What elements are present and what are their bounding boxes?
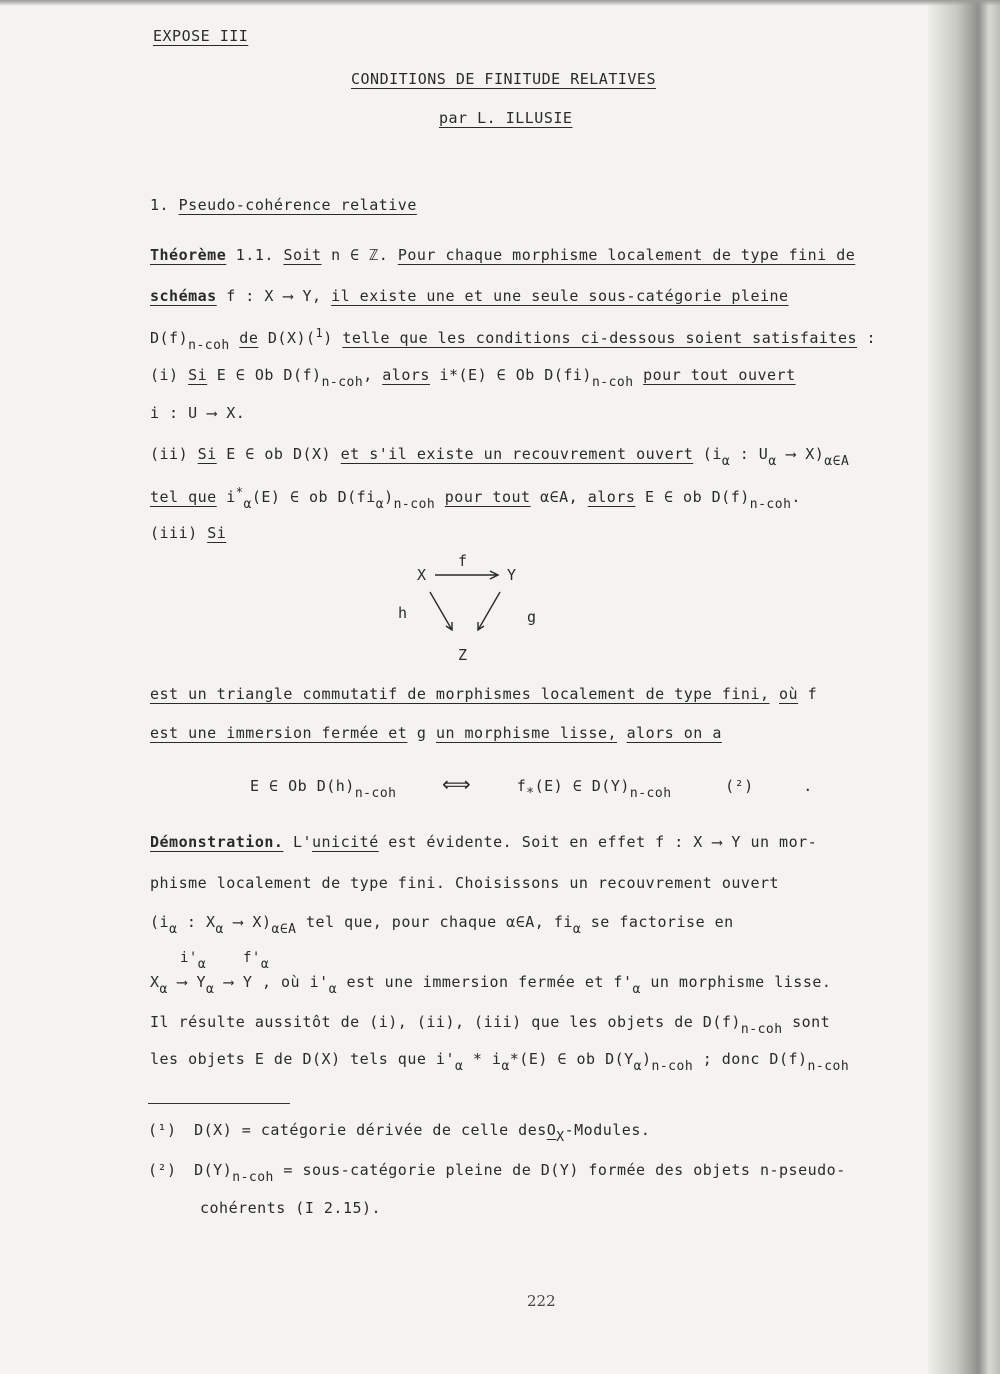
cond-ii2-sub: α xyxy=(243,497,252,512)
demo-l3-e: se factorise en xyxy=(581,913,734,931)
demo-l3-a: (i xyxy=(150,913,170,931)
cond-ii2-sub4: n-coh xyxy=(749,497,792,512)
formula-sub2: n-coh xyxy=(629,786,672,801)
demo-l4-top-f-sub: α xyxy=(260,957,270,972)
cond-i-sub2: n-coh xyxy=(591,375,634,390)
cond-ii2-d: α∈A, xyxy=(540,488,579,506)
section-number: 1. xyxy=(150,196,170,214)
demo-l6-e: ; donc D(f) xyxy=(693,1050,808,1068)
footnote-2-cont: cohérents (I 2.15). xyxy=(200,1199,382,1217)
paren-close: ) xyxy=(323,329,333,347)
theorem-line-1 xyxy=(150,246,855,264)
diagram-arrow-g xyxy=(478,592,500,630)
demo-l4-e: un morphisme lisse. xyxy=(640,973,832,991)
demo-l4-sub3: α xyxy=(328,982,338,997)
theorem-number: 1.1. xyxy=(235,246,274,264)
footnote-2-b: = sous-catégorie pleine de D(Y) formée des objets n-pseudo- xyxy=(273,1161,846,1179)
footnote-1 xyxy=(148,1121,650,1145)
demo-l4-a: X xyxy=(150,973,160,991)
footnote-2-a: D(Y) xyxy=(194,1161,233,1179)
footnote-ref-1: 1 xyxy=(315,326,324,340)
footnote-2 xyxy=(148,1161,846,1185)
demo-l6-a: les objets E de D(X) tels que i' xyxy=(150,1050,455,1068)
cond-ii2-dot: . xyxy=(791,488,801,506)
theorem-l3-rest: telle que les conditions ci-dessous soient satisfaites xyxy=(342,329,858,347)
theorem-label: Théorème xyxy=(150,246,227,264)
theorem-n: n ∈ ℤ. xyxy=(331,246,389,264)
demonstration-line-5 xyxy=(150,1013,830,1037)
demo-l5-b: sont xyxy=(782,1013,831,1031)
demo-l6-sub5: n-coh xyxy=(807,1059,850,1074)
demo-l6-sub1: α xyxy=(454,1059,464,1074)
footnote-2-mark: (²) xyxy=(148,1161,177,1179)
demo-l4-sub1: α xyxy=(159,982,168,997)
demo-l3-c: ⟶ X) xyxy=(223,913,272,931)
diagram-label-g: g xyxy=(527,608,537,626)
page-edge-shadow xyxy=(928,0,1000,1374)
formula-star: * xyxy=(526,786,535,801)
cond-i-alors: alors xyxy=(382,366,430,384)
triangle-l2-g: g xyxy=(416,724,427,742)
theorem-f: f : X ⟶ Y, xyxy=(226,287,322,305)
triangle-l2-a: est une immersion fermée et xyxy=(150,724,408,742)
cond-ii-a: E ∈ ob D(X) xyxy=(226,445,332,463)
cond-ii-sub-c: α∈A xyxy=(824,454,850,469)
demo-l4-c: Y , où i' xyxy=(242,973,329,991)
diagram-node-z: Z xyxy=(458,646,468,664)
cond-ii-b: et s'il existe un recouvrement ouvert xyxy=(340,445,694,463)
footnote-1-a: D(X) = catégorie dérivée de celle des xyxy=(194,1121,547,1139)
footnote-1-b: -Modules. xyxy=(564,1121,651,1139)
page-title: CONDITIONS DE FINITUDE RELATIVES xyxy=(351,70,656,88)
cond-ii2-sup: * xyxy=(235,485,244,499)
condition-ii-cont xyxy=(150,485,801,512)
footnote-1-mark: (¹) xyxy=(148,1121,177,1139)
theorem-line-3 xyxy=(150,326,876,353)
demonstration-line-2: phisme localement de type fini. Choisissons un recouvrement ouvert xyxy=(150,874,780,892)
cond-i-label: (i) xyxy=(150,366,179,384)
demo-l4-top-f: f' xyxy=(243,950,261,966)
theorem-l1-rest: Pour chaque morphisme localement de type fini de xyxy=(397,246,856,264)
triangle-line-2 xyxy=(150,724,722,742)
demonstration-line-4 xyxy=(150,973,831,997)
condition-i-cont: i : U ⟶ X. xyxy=(150,404,246,422)
triangle-l1-f: f xyxy=(807,685,818,703)
demo-l4-top-i: i' xyxy=(180,950,198,966)
theorem-schemas: schémas xyxy=(150,287,217,305)
section-title: Pseudo-cohérence relative xyxy=(178,196,417,214)
triangle-l1-a: est un triangle commutatif de morphismes localement de type fini, xyxy=(150,685,770,703)
cond-i-pour: pour tout ouvert xyxy=(643,366,796,384)
demo-l4-sub2: α xyxy=(205,982,215,997)
ncoh-sub: n-coh xyxy=(188,338,230,353)
condition-i xyxy=(150,366,796,390)
page-number: 222 xyxy=(527,1292,556,1310)
expose-label: EXPOSE III xyxy=(153,27,249,45)
theorem-l2-rest: il existe une et une seule sous-catégorie pleine xyxy=(331,287,789,305)
cond-ii2-pour: pour tout xyxy=(444,488,531,506)
triangle-line-1 xyxy=(150,685,817,703)
top-edge-shadow xyxy=(0,0,1000,6)
footnote-divider xyxy=(148,1103,290,1104)
demonstration-line-6 xyxy=(150,1050,849,1074)
demonstration-line-3 xyxy=(150,913,734,937)
equivalence-arrow: ⟺ xyxy=(442,772,472,796)
demo-l4-label-f xyxy=(243,950,269,972)
demo-unicite: unicité xyxy=(312,833,379,851)
demo-l6-c: *(E) ∈ ob D(Y xyxy=(509,1050,634,1068)
demo-l1-a: L' xyxy=(292,833,313,851)
diagram-node-y: Y xyxy=(507,566,517,584)
cond-ii-sub-b: α xyxy=(768,454,777,469)
demo-l4-sub4: α xyxy=(632,982,641,997)
dx-symbol: D(X)( xyxy=(267,329,316,347)
formula-sub1: n-coh xyxy=(354,786,397,801)
demo-l5-a: Il résulte aussitôt de (i), (ii), (iii) que les objets de D(f) xyxy=(150,1013,741,1031)
demo-l6-d: ) xyxy=(642,1050,652,1068)
cond-ii2-alors: alors xyxy=(587,488,636,506)
cond-iii-si: Si xyxy=(207,524,227,542)
demo-l4-d: est une immersion fermée et f' xyxy=(337,973,633,991)
demo-l4-top-i-sub: α xyxy=(197,957,207,972)
demo-l4-arrow1: ⟶ xyxy=(177,973,187,991)
demo-l4-label-i xyxy=(180,950,206,972)
colon: : xyxy=(866,329,877,347)
triangle-l2-c: un morphisme lisse, xyxy=(435,724,618,742)
diagram-node-x: X xyxy=(417,566,427,584)
formula-lhs: E ∈ Ob D(h) xyxy=(250,777,355,795)
condition-iii xyxy=(150,524,226,542)
cond-ii2-a: i xyxy=(226,488,236,506)
demo-l5-sub: n-coh xyxy=(740,1022,783,1037)
demo-l6-sub3: α xyxy=(633,1059,642,1074)
cond-ii-label: (ii) xyxy=(150,445,189,463)
theorem-soit: Soit xyxy=(283,246,322,264)
formula-footnote-ref: (²) xyxy=(725,777,754,795)
demonstration-line-1 xyxy=(150,833,817,851)
demo-l3-sub1: α xyxy=(169,922,178,937)
demo-l6-b: i xyxy=(491,1050,502,1068)
footnote-1-sub: X xyxy=(556,1130,565,1145)
cond-i-a: E ∈ Ob D(f) xyxy=(216,366,322,384)
demo-l6-sub4: n-coh xyxy=(651,1059,694,1074)
demo-l3-d: tel que, pour chaque α∈A, fi xyxy=(296,913,573,931)
triangle-l2-alors: alors on a xyxy=(626,724,722,742)
cond-ii-c: (i xyxy=(702,445,722,463)
demo-l4-arrow2: ⟶ xyxy=(223,973,234,991)
cond-ii2-sub3: n-coh xyxy=(393,497,436,512)
demo-l6-star: * xyxy=(463,1050,492,1068)
diagram-label-f: f xyxy=(458,552,468,570)
diagram-arrow-h xyxy=(430,592,452,630)
cond-i-comma: , xyxy=(363,366,373,384)
cond-ii-sub-a: α xyxy=(721,454,731,469)
footnote-2-sub: n-coh xyxy=(232,1170,274,1185)
cond-i-sub1: n-coh xyxy=(321,375,364,390)
cond-iii-label: (iii) xyxy=(150,524,198,542)
theorem-line-2 xyxy=(150,287,789,305)
demo-l1-b: est évidente. Soit en effet f : X ⟶ Y un mor- xyxy=(388,833,818,851)
formula-dot: . xyxy=(803,777,813,795)
demo-l3-sub2: α xyxy=(215,922,224,937)
cond-i-si: Si xyxy=(188,366,208,384)
formula-f: f xyxy=(516,777,527,795)
displayed-formula xyxy=(250,772,813,801)
cond-ii-si: Si xyxy=(197,445,217,463)
formula-rhs: (E) ∈ D(Y) xyxy=(534,777,630,795)
triangle-l1-ou: où xyxy=(779,685,799,703)
cond-ii-d: : U xyxy=(730,445,769,463)
section-heading xyxy=(150,196,417,214)
condition-ii xyxy=(150,445,849,469)
de-word: de xyxy=(239,329,259,347)
cond-i-b: i*(E) ∈ Ob D(fi) xyxy=(439,366,592,384)
author: par L. ILLUSIE xyxy=(439,109,573,127)
demo-l4-b: Y xyxy=(196,973,206,991)
cond-ii-e: ⟶ X) xyxy=(776,445,825,463)
cond-ii-tel: tel que xyxy=(150,488,217,506)
demo-l3-sub4: α xyxy=(572,922,582,937)
commutative-triangle-diagram xyxy=(390,550,560,670)
cond-ii2-c: ) xyxy=(384,488,394,506)
df-symbol: D(f) xyxy=(150,329,189,347)
cond-ii2-e: E ∈ ob D(f) xyxy=(644,488,750,506)
cond-ii2-sub2: α xyxy=(375,497,385,512)
demonstration-label: Démonstration. xyxy=(150,833,284,851)
demo-l3-sub3: α∈A xyxy=(271,922,297,937)
diagram-label-h: h xyxy=(398,604,408,622)
footnote-1-o: O xyxy=(546,1121,557,1139)
demo-l6-sub2: α xyxy=(501,1059,510,1074)
demo-l3-b: : X xyxy=(177,913,216,931)
cond-ii2-b: (E) ∈ ob D(fi xyxy=(251,488,376,506)
